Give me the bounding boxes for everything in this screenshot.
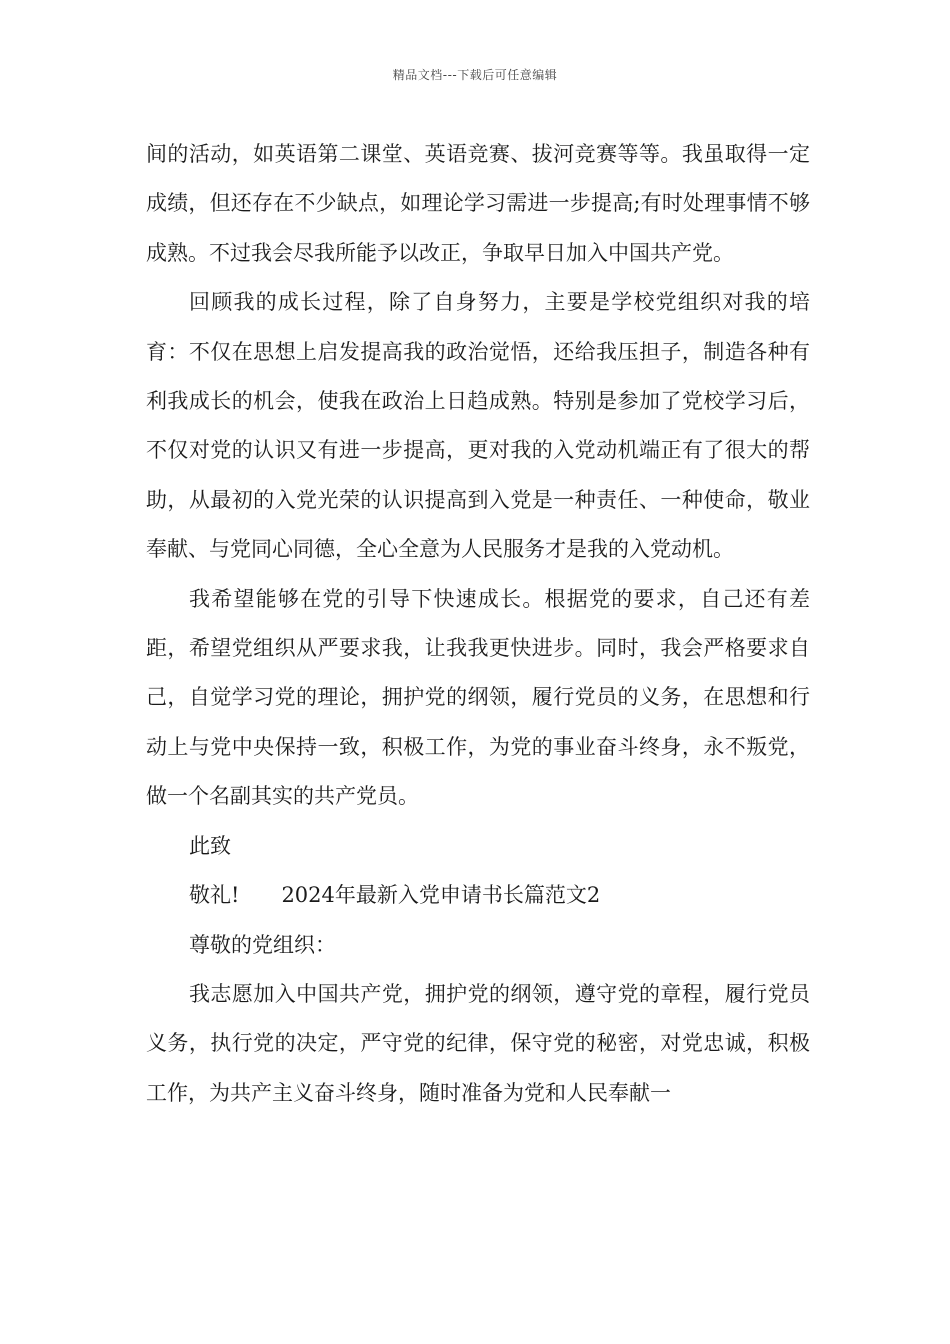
- page-header: 精品文档---下载后可任意编辑: [392, 68, 558, 82]
- paragraph-hope: 我希望能够在党的引导下快速成长。根据党的要求，自己还有差距，希望党组织从严要求我，让我我更快进步。同时，我会严格要求自己，自觉学习党的理论，拥护党的纲领，履行党员的义务，在思想和行动上与党中央保持一致，积极工作，为党的事业奋斗终身，永不叛党，做一个名副其实的共产党员。: [146, 586, 810, 809]
- paragraph-growth-review: 回顾我的成长过程，除了自身努力，主要是学校党组织对我的培育：不仅在思想上启发提高我的政治觉悟，还给我压担子，制造各种有利我成长的机会，使我在政治上日趋成熟。特别是参加了党校学习后，不仅对党的认识又有进一步提高，更对我的入党动机端正有了很大的帮助，从最初的入党光荣的认识提高到入党是一种责任、一种使命，敬业奉献、与党同心同德，全心全意为人民服务才是我的入党动机。: [146, 290, 810, 562]
- closing-regards-and-title: 敬礼! 2024年最新入党申请书长篇范文2: [189, 883, 601, 908]
- closing-salutation: 此致: [189, 833, 231, 858]
- letter-greeting: 尊敬的党组织：: [189, 932, 336, 957]
- document-body: [146, 130, 810, 1118]
- paragraph-continuation: 间的活动，如英语第二课堂、英语竞赛、拔河竞赛等等。我虽取得一定成绩，但还存在不少缺点，如理论学习需进一步提高;有时处理事情不够成熟。不过我会尽我所能予以改正，争取早日加入中国共产党。: [146, 142, 810, 265]
- paragraph-pledge: 我志愿加入中国共产党，拥护党的纲领，遵守党的章程，履行党员义务，执行党的决定，严守党的纪律，保守党的秘密，对党忠诚，积极工作，为共产主义奋斗终身，随时准备为党和人民奉献一: [146, 981, 810, 1105]
